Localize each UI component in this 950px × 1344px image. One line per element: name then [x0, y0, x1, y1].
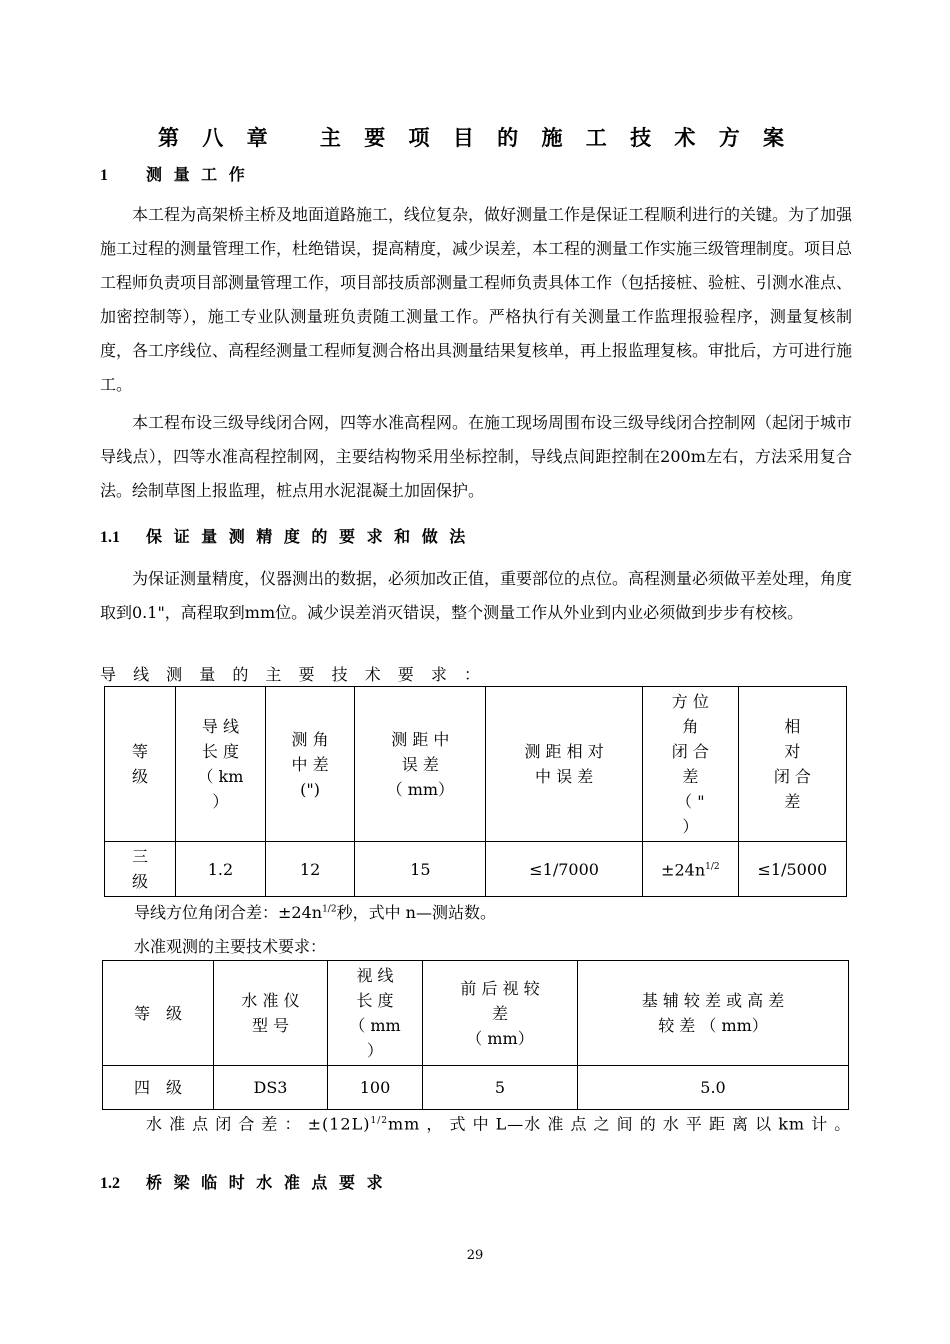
level-requirements-table — [102, 960, 849, 1110]
section-title: 桥 梁 临 时 水 准 点 要 求 — [146, 1173, 386, 1192]
header-cell: 水 准 仪 型 号 — [214, 961, 328, 1066]
header-cell: 基 辅 较 差 或 高 差 较 差 （ mm） — [578, 961, 849, 1066]
table-row — [105, 842, 847, 897]
header-cell: 视 线 长 度 （ mm ） — [328, 961, 423, 1066]
header-cell: 测 距 中 误 差 （ mm） — [355, 687, 486, 842]
section-heading-1-2 — [100, 1170, 386, 1193]
table-cell: 三 级 — [105, 842, 176, 897]
table-cell: 四 级 — [103, 1066, 214, 1110]
table-header-row — [103, 961, 849, 1066]
table-cell: DS3 — [214, 1066, 328, 1110]
traverse-table-caption: 导 线 测 量 的 主 要 技 术 要 求 ： — [100, 665, 486, 684]
table-cell: 100 — [328, 1066, 423, 1110]
table-header-row — [105, 687, 847, 842]
section-title: 保 证 量 测 精 度 的 要 求 和 做 法 — [146, 527, 469, 546]
traverse-note: 导线方位角闭合差：$\pm 24n^{1/2}$秒，式中 n—测站数。 — [134, 903, 496, 922]
chapter-title: 第 八 章 主 要 项 目 的 施 工 技 术 方 案 — [157, 126, 793, 150]
section-number: 1 — [100, 167, 108, 184]
paragraph-2: 本工程布设三级导线闭合网，四等水准高程网。在施工现场周围布设三级导线闭合控制网（起闭于城市导线点），四等水准高程控制网，主要结构物采用坐标控制，导线点间距控制在200m左右，方法采用复合法。绘制草图上报监理，桩点用水泥混凝土加固保护。 — [100, 413, 853, 500]
section-title: 测 量 工 作 — [146, 165, 248, 184]
section-number: 1.1 — [100, 529, 120, 546]
header-cell: 等 级 — [103, 961, 214, 1066]
section-number: 1.2 — [100, 1175, 120, 1192]
header-cell: 前 后 视 较 差 （ mm） — [423, 961, 578, 1066]
table-cell: 15 — [355, 842, 486, 897]
table-cell: 5 — [423, 1066, 578, 1110]
paragraph-1: 本工程为高架桥主桥及地面道路施工，线位复杂，做好测量工作是保证工程顺利进行的关键。为了加强施工过程的测量管理工作，杜绝错误，提高精度，减少误差，本工程的测量工作实施三级管理制度。项目总工程师负责项目部测量管理工作，项目部技质部测量工程师负责具体工作（包括接桩、验桩、引测水准点、加密控制等），施工专业队测量班负责随工测量工作。严格执行有关测量工作监理报验程序，测量复核制度，各工序线位、高程经测量工程师复测合格出具测量结果复核单，再上报监理复核。审批后，方可进行施工。 — [100, 205, 853, 394]
header-cell: 测 距 相 对 中 误 差 — [486, 687, 643, 842]
page-number: 29 — [466, 1248, 484, 1263]
paragraph-3: 为保证测量精度，仪器测出的数据，必须加改正值，重要部位的点位。高程测量必须做平差处理，角度取到0.1"，高程取到mm位。减少误差消灭错误，整个测量工作从外业到内业必须做到步步有校核。 — [100, 569, 853, 622]
traverse-requirements-table — [104, 686, 847, 897]
section-heading-1-1 — [100, 524, 468, 547]
header-cell: 测 角 中 差 (") — [265, 687, 355, 842]
header-cell: 导 线 长 度 （ km ） — [176, 687, 266, 842]
header-cell: 相 对 闭 合 差 — [738, 687, 846, 842]
level-table-caption: 水准观测的主要技术要求： — [134, 937, 327, 956]
section-heading-1 — [100, 162, 248, 185]
table-row — [103, 1066, 849, 1110]
table-cell: 12 — [265, 842, 355, 897]
header-cell: 等 级 — [105, 687, 176, 842]
level-note: 水 准 点 闭 合 差 ： $\pm(12L)^{1/2}mm$ ， 式 中 L—水 准 点 之 间 的 水 平 距 离 以 km 计 。 — [146, 1114, 852, 1134]
header-cell: 方 位 角 闭 合 差 （ " ） — [642, 687, 738, 842]
table-cell: 1.2 — [176, 842, 266, 897]
table-cell: $\pm 24n^{1/2}$ — [642, 842, 738, 897]
table-cell: 5.0 — [578, 1066, 849, 1110]
table-cell: ≤1/5000 — [738, 842, 846, 897]
table-cell: ≤1/7000 — [486, 842, 643, 897]
